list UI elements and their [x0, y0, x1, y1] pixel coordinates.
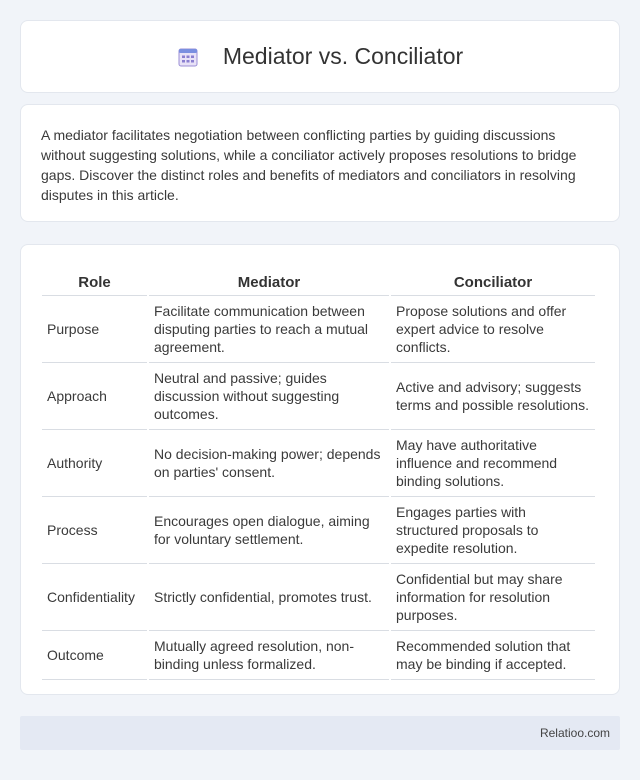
table-header-row — [42, 263, 595, 296]
row-conciliator: Propose solutions and offer expert advice to resolve conflicts. — [391, 296, 595, 363]
header-role: Role — [42, 263, 147, 296]
table-row — [42, 497, 595, 564]
row-mediator: Mutually agreed resolution, non-binding unless formalized. — [149, 631, 389, 680]
row-mediator: Neutral and passive; guides discussion without suggesting outcomes. — [149, 363, 389, 430]
table-row — [42, 564, 595, 631]
intro-text: A mediator facilitates negotiation between conflicting parties by guiding discussions without suggesting solutions, while a conciliator actively proposes resolutions to bridge gaps. Discover the distinct roles and benefits of mediators and conciliators in resolving disputes in this article. — [41, 127, 577, 203]
row-role: Outcome — [42, 631, 147, 680]
row-conciliator: Active and advisory; suggests terms and possible resolutions. — [391, 363, 595, 430]
header-conciliator: Conciliator — [391, 263, 595, 296]
row-role: Process — [42, 497, 147, 564]
row-conciliator: Engages parties with structured proposals to expedite resolution. — [391, 497, 595, 564]
row-role: Confidentiality — [42, 564, 147, 631]
row-role: Authority — [42, 430, 147, 497]
title-card — [20, 20, 620, 93]
row-mediator: Encourages open dialogue, aiming for voluntary settlement. — [149, 497, 389, 564]
row-conciliator: Confidential but may share information for resolution purposes. — [391, 564, 595, 631]
table-row — [42, 296, 595, 363]
calendar-icon — [177, 46, 199, 68]
comparison-table — [40, 263, 597, 680]
row-mediator: No decision-making power; depends on parties' consent. — [149, 430, 389, 497]
table-row — [42, 363, 595, 430]
intro-card — [20, 104, 620, 222]
row-role: Approach — [42, 363, 147, 430]
row-mediator: Strictly confidential, promotes trust. — [149, 564, 389, 631]
row-role: Purpose — [42, 296, 147, 363]
comparison-card — [20, 244, 620, 695]
row-conciliator: May have authoritative influence and recommend binding solutions. — [391, 430, 595, 497]
table-row — [42, 430, 595, 497]
footer — [20, 716, 620, 750]
page-title: Mediator vs. Conciliator — [222, 43, 464, 69]
row-conciliator: Recommended solution that may be binding if accepted. — [391, 631, 595, 680]
row-mediator: Facilitate communication between disputing parties to reach a mutual agreement. — [149, 296, 389, 363]
footer-brand-link[interactable]: Relatioo.com — [539, 726, 610, 740]
table-row — [42, 631, 595, 680]
header-mediator: Mediator — [149, 263, 389, 296]
